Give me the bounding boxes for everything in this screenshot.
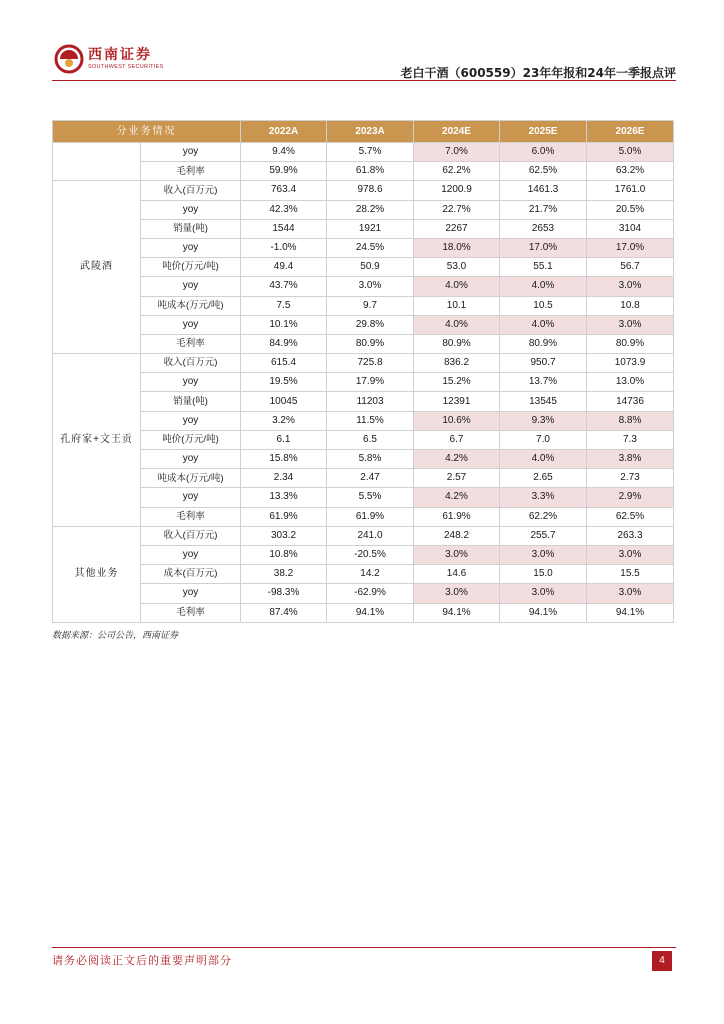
value-cell: 59.9% [241,162,327,181]
table-row [53,277,674,296]
value-cell: 61.8% [327,162,414,181]
value-cell: 836.2 [414,354,500,373]
value-cell: 10.6% [414,411,500,430]
value-cell: 3.0% [587,545,674,564]
value-cell: 19.5% [241,373,327,392]
value-cell: 1761.0 [587,181,674,200]
segment-name-cell [53,143,141,181]
table-row [53,565,674,584]
table-header-row [53,121,674,143]
header-year: 2026E [587,121,674,143]
value-cell: 11203 [327,392,414,411]
metric-name-cell: yoy [141,488,241,507]
metric-name-cell: 收入(百万元) [141,354,241,373]
value-cell: 9.7 [327,296,414,315]
value-cell: -1.0% [241,238,327,257]
value-cell: 4.2% [414,488,500,507]
metric-name-cell: 吨成本(万元/吨) [141,469,241,488]
value-cell: 5.0% [587,143,674,162]
footer-divider [52,947,676,948]
value-cell: 49.4 [241,258,327,277]
header-segment-label: 分业务情况 [53,121,241,143]
value-cell: 1073.9 [587,354,674,373]
value-cell: -20.5% [327,545,414,564]
value-cell: 2.47 [327,469,414,488]
value-cell: 8.8% [587,411,674,430]
value-cell: 84.9% [241,334,327,353]
value-cell: 615.4 [241,354,327,373]
value-cell: 263.3 [587,526,674,545]
header-divider [52,80,676,81]
table-row [53,143,674,162]
metric-name-cell: 成本(百万元) [141,565,241,584]
metric-name-cell: 收入(百万元) [141,526,241,545]
value-cell: 6.0% [500,143,587,162]
value-cell: 38.2 [241,565,327,584]
table-row [53,392,674,411]
table-row [53,411,674,430]
value-cell: 3.0% [327,277,414,296]
metric-name-cell: 吨价(万元/吨) [141,430,241,449]
value-cell: 3.0% [500,584,587,603]
logo-text-en: SOUTHWEST SECURITIES [88,64,164,70]
value-cell: 725.8 [327,354,414,373]
value-cell: 13.0% [587,373,674,392]
page-number: 4 [652,951,672,971]
metric-name-cell: 吨价(万元/吨) [141,258,241,277]
value-cell: 978.6 [327,181,414,200]
metric-name-cell: 毛利率 [141,334,241,353]
value-cell: 9.4% [241,143,327,162]
metric-name-cell: yoy [141,450,241,469]
value-cell: 50.9 [327,258,414,277]
value-cell: 10.8 [587,296,674,315]
value-cell: 4.0% [414,277,500,296]
table-row [53,507,674,526]
value-cell: 763.4 [241,181,327,200]
value-cell: 94.1% [327,603,414,622]
value-cell: 61.9% [327,507,414,526]
table-row [53,162,674,181]
value-cell: 3.8% [587,450,674,469]
table-row [53,334,674,353]
table-row [53,488,674,507]
value-cell: 4.0% [414,315,500,334]
value-cell: 17.0% [587,238,674,257]
value-cell: 13.7% [500,373,587,392]
header-year: 2022A [241,121,327,143]
value-cell: 80.9% [327,334,414,353]
value-cell: 3.0% [587,584,674,603]
value-cell: 29.8% [327,315,414,334]
value-cell: 13545 [500,392,587,411]
table-row [53,315,674,334]
value-cell: 9.3% [500,411,587,430]
value-cell: 63.2% [587,162,674,181]
value-cell: 2653 [500,219,587,238]
header-year: 2025E [500,121,587,143]
table-row [53,584,674,603]
value-cell: 7.0 [500,430,587,449]
footer-disclaimer: 请务必阅读正文后的重要声明部分 [52,954,232,967]
table-row [53,373,674,392]
value-cell: 6.1 [241,430,327,449]
value-cell: 43.7% [241,277,327,296]
value-cell: 2.73 [587,469,674,488]
value-cell: 15.0 [500,565,587,584]
table-row [53,200,674,219]
value-cell: 3.0% [587,277,674,296]
metric-name-cell: yoy [141,277,241,296]
value-cell: 21.7% [500,200,587,219]
value-cell: 950.7 [500,354,587,373]
value-cell: 4.0% [500,450,587,469]
segment-name-cell: 其他业务 [53,526,141,622]
value-cell: 303.2 [241,526,327,545]
value-cell: 20.5% [587,200,674,219]
value-cell: 17.0% [500,238,587,257]
table-row [53,469,674,488]
value-cell: 4.0% [500,315,587,334]
metric-name-cell: yoy [141,200,241,219]
value-cell: 2.57 [414,469,500,488]
value-cell: 15.2% [414,373,500,392]
value-cell: 5.7% [327,143,414,162]
metric-name-cell: yoy [141,411,241,430]
value-cell: 80.9% [587,334,674,353]
value-cell: 10.1 [414,296,500,315]
value-cell: 28.2% [327,200,414,219]
page-header [52,40,676,84]
metric-name-cell: yoy [141,373,241,392]
table-row [53,181,674,200]
value-cell: 3.0% [500,545,587,564]
table-row [53,296,674,315]
value-cell: 2.9% [587,488,674,507]
value-cell: 55.1 [500,258,587,277]
value-cell: -98.3% [241,584,327,603]
value-cell: 24.5% [327,238,414,257]
value-cell: 15.5 [587,565,674,584]
value-cell: 14.2 [327,565,414,584]
value-cell: 56.7 [587,258,674,277]
metric-name-cell: 毛利率 [141,162,241,181]
value-cell: 3.0% [587,315,674,334]
table-body [53,143,674,623]
value-cell: 94.1% [587,603,674,622]
table-row [53,603,674,622]
value-cell: 7.0% [414,143,500,162]
value-cell: 3.3% [500,488,587,507]
value-cell: 3.2% [241,411,327,430]
value-cell: 7.5 [241,296,327,315]
logo-emblem-icon [54,44,84,74]
value-cell: 22.7% [414,200,500,219]
value-cell: 61.9% [414,507,500,526]
value-cell: 87.4% [241,603,327,622]
metric-name-cell: 收入(百万元) [141,181,241,200]
company-logo [52,42,192,76]
source-note: 数据来源：公司公告，西南证券 [52,631,179,641]
value-cell: 6.7 [414,430,500,449]
value-cell: 12391 [414,392,500,411]
logo-text-cn: 西南证券 [88,47,152,63]
value-cell: 6.5 [327,430,414,449]
metric-name-cell: yoy [141,238,241,257]
value-cell: 11.5% [327,411,414,430]
value-cell: 42.3% [241,200,327,219]
metric-name-cell: 销量(吨) [141,219,241,238]
value-cell: 1200.9 [414,181,500,200]
value-cell: 7.3 [587,430,674,449]
table-row [53,526,674,545]
table-row [53,354,674,373]
value-cell: 61.9% [241,507,327,526]
value-cell: 62.5% [500,162,587,181]
metric-name-cell: yoy [141,315,241,334]
value-cell: 5.8% [327,450,414,469]
business-segment-table [52,120,674,623]
table-row [53,219,674,238]
metric-name-cell: yoy [141,584,241,603]
table-row [53,430,674,449]
table-row [53,258,674,277]
segment-name-cell: 武陵酒 [53,181,141,354]
value-cell: 255.7 [500,526,587,545]
value-cell: 80.9% [414,334,500,353]
value-cell: 94.1% [500,603,587,622]
value-cell: 1921 [327,219,414,238]
value-cell: 3104 [587,219,674,238]
value-cell: 3.0% [414,584,500,603]
table-row [53,238,674,257]
value-cell: 62.2% [414,162,500,181]
value-cell: 248.2 [414,526,500,545]
value-cell: 1461.3 [500,181,587,200]
report-title: 老白干酒（600559）23年年报和24年一季报点评 [400,66,676,80]
value-cell: 10.5 [500,296,587,315]
segment-name-cell: 孔府家+文王贡 [53,354,141,527]
header-year: 2023A [327,121,414,143]
value-cell: 14736 [587,392,674,411]
value-cell: 62.5% [587,507,674,526]
value-cell: 3.0% [414,545,500,564]
value-cell: -62.9% [327,584,414,603]
table-row [53,450,674,469]
value-cell: 10.1% [241,315,327,334]
metric-name-cell: 吨成本(万元/吨) [141,296,241,315]
value-cell: 80.9% [500,334,587,353]
value-cell: 62.2% [500,507,587,526]
value-cell: 4.2% [414,450,500,469]
metric-name-cell: yoy [141,545,241,564]
value-cell: 5.5% [327,488,414,507]
value-cell: 15.8% [241,450,327,469]
value-cell: 241.0 [327,526,414,545]
value-cell: 2267 [414,219,500,238]
metric-name-cell: 毛利率 [141,603,241,622]
value-cell: 10.8% [241,545,327,564]
value-cell: 1544 [241,219,327,238]
value-cell: 4.0% [500,277,587,296]
metric-name-cell: 销量(吨) [141,392,241,411]
value-cell: 17.9% [327,373,414,392]
metric-name-cell: yoy [141,143,241,162]
table-row [53,545,674,564]
value-cell: 13.3% [241,488,327,507]
value-cell: 94.1% [414,603,500,622]
value-cell: 14.6 [414,565,500,584]
metric-name-cell: 毛利率 [141,507,241,526]
value-cell: 18.0% [414,238,500,257]
header-year: 2024E [414,121,500,143]
value-cell: 2.34 [241,469,327,488]
value-cell: 53.0 [414,258,500,277]
value-cell: 2.65 [500,469,587,488]
value-cell: 10045 [241,392,327,411]
